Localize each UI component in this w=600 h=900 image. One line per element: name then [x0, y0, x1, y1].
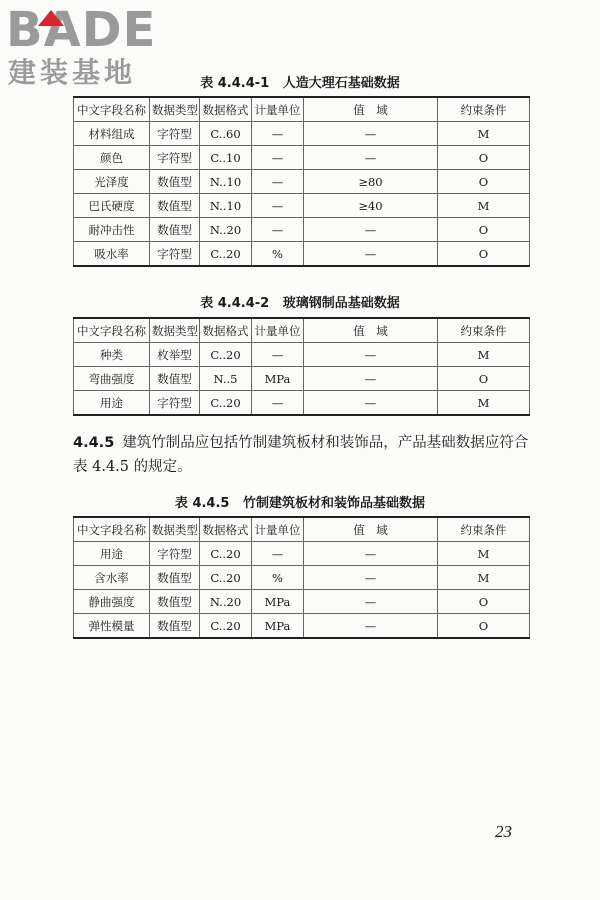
- column-header: 计量单位: [252, 318, 304, 343]
- table-cell: 材料组成: [74, 122, 150, 146]
- table-cell: %: [252, 242, 304, 267]
- page-number: 23: [495, 822, 512, 841]
- table-cell: 吸水率: [74, 242, 150, 267]
- table-cell: MPa: [252, 590, 304, 614]
- table-cell: 光泽度: [74, 170, 150, 194]
- table-cell: —: [252, 218, 304, 242]
- table-cell: O: [438, 590, 530, 614]
- table-caption: [0, 72, 600, 91]
- table-cell: 数值型: [150, 194, 200, 218]
- clause-4-4-5: [73, 431, 533, 479]
- table-cell: —: [304, 542, 438, 566]
- column-header: 数据格式: [200, 318, 252, 343]
- table-cell: —: [304, 122, 438, 146]
- table-row: [74, 170, 530, 194]
- table-cell: MPa: [252, 614, 304, 639]
- column-header: 值 域: [304, 517, 438, 542]
- table-cell: 用途: [74, 391, 150, 416]
- table-cell: —: [304, 146, 438, 170]
- table-cell: —: [304, 614, 438, 639]
- table-cell: N..20: [200, 590, 252, 614]
- table-cell: O: [438, 170, 530, 194]
- table-cell: 静曲强度: [74, 590, 150, 614]
- table-row: [74, 614, 530, 639]
- table-row: [74, 367, 530, 391]
- table-cell: 数值型: [150, 218, 200, 242]
- table-cell: 含水率: [74, 566, 150, 590]
- table-cell: O: [438, 146, 530, 170]
- logo-wordmark: BADE: [6, 2, 157, 58]
- table-row: [74, 590, 530, 614]
- table-cell: O: [438, 367, 530, 391]
- table-cell: ≥40: [304, 194, 438, 218]
- table-cell: —: [304, 367, 438, 391]
- table-cell: —: [304, 391, 438, 416]
- table-row: [74, 122, 530, 146]
- table-cell: —: [252, 122, 304, 146]
- table-caption-number: 表 4.4.4-1: [200, 76, 270, 91]
- table-cell: 字符型: [150, 542, 200, 566]
- table-cell: 种类: [74, 343, 150, 367]
- table-cell: 数值型: [150, 170, 200, 194]
- table-cell: —: [252, 194, 304, 218]
- table-cell: C..20: [200, 542, 252, 566]
- clause-text: 建筑竹制品应包括竹制建筑板材和装饰品，产品基础数据应符合表 4.4.5 的规定。: [73, 435, 529, 475]
- table-cell: N..5: [200, 367, 252, 391]
- column-header: 计量单位: [252, 97, 304, 122]
- table-cell: ≥80: [304, 170, 438, 194]
- table-cell: 颜色: [74, 146, 150, 170]
- table-cell: M: [438, 194, 530, 218]
- table-cell: M: [438, 122, 530, 146]
- column-header: 数据类型: [150, 318, 200, 343]
- table-cell: 耐冲击性: [74, 218, 150, 242]
- table-cell: 数值型: [150, 590, 200, 614]
- table-cell: C..60: [200, 122, 252, 146]
- table-caption-title: 玻璃钢制品基础数据: [282, 296, 400, 311]
- table-caption: [0, 292, 600, 311]
- table-row: [74, 242, 530, 267]
- table-cell: —: [304, 566, 438, 590]
- table-cell: 数值型: [150, 566, 200, 590]
- table-cell: O: [438, 218, 530, 242]
- table-cell: N..20: [200, 218, 252, 242]
- table-cell: O: [438, 242, 530, 267]
- table-cell: 巴氏硬度: [74, 194, 150, 218]
- table-cell: %: [252, 566, 304, 590]
- table-cell: C..20: [200, 391, 252, 416]
- table-cell: C..20: [200, 242, 252, 267]
- table-cell: M: [438, 566, 530, 590]
- table-cell: M: [438, 391, 530, 416]
- column-header: 计量单位: [252, 517, 304, 542]
- table-cell: —: [252, 170, 304, 194]
- table-cell: N..10: [200, 194, 252, 218]
- clause-number: 4.4.5: [73, 435, 115, 451]
- table-cell: 用途: [74, 542, 150, 566]
- table-header-row: [74, 97, 530, 122]
- column-header: 数据格式: [200, 517, 252, 542]
- table-cell: —: [252, 391, 304, 416]
- table-cell: —: [252, 542, 304, 566]
- table-row: [74, 391, 530, 416]
- table-header-row: [74, 318, 530, 343]
- table-cell: M: [438, 542, 530, 566]
- table-cell: —: [304, 343, 438, 367]
- table-row: [74, 566, 530, 590]
- table-row: [74, 194, 530, 218]
- column-header: 约束条件: [438, 318, 530, 343]
- table-cell: C..20: [200, 343, 252, 367]
- table-cell: 弹性模量: [74, 614, 150, 639]
- table-cell: C..20: [200, 566, 252, 590]
- table-cell: 字符型: [150, 146, 200, 170]
- table-cell: 枚举型: [150, 343, 200, 367]
- table-row: [74, 218, 530, 242]
- table-cell: MPa: [252, 367, 304, 391]
- table-header-row: [74, 517, 530, 542]
- table-cell: M: [438, 343, 530, 367]
- table-caption: [0, 492, 600, 511]
- column-header: 中文字段名称: [74, 517, 150, 542]
- table-cell: —: [304, 590, 438, 614]
- table-cell: —: [252, 146, 304, 170]
- table-row: [74, 343, 530, 367]
- column-header: 中文字段名称: [74, 318, 150, 343]
- table-row: [74, 146, 530, 170]
- data-table-artificial-marble: [73, 96, 530, 267]
- table-caption-title: 人造大理石基础数据: [282, 76, 400, 91]
- data-table-bamboo-products: [73, 516, 530, 639]
- table-cell: C..10: [200, 146, 252, 170]
- table-cell: C..20: [200, 614, 252, 639]
- column-header: 约束条件: [438, 517, 530, 542]
- table-cell: —: [304, 242, 438, 267]
- table-cell: O: [438, 614, 530, 639]
- table-cell: 字符型: [150, 242, 200, 267]
- column-header: 值 域: [304, 97, 438, 122]
- table-cell: N..10: [200, 170, 252, 194]
- table-caption-number: 表 4.4.4-2: [200, 296, 270, 311]
- column-header: 中文字段名称: [74, 97, 150, 122]
- table-cell: 字符型: [150, 391, 200, 416]
- table-caption-title: 竹制建筑板材和装饰品基础数据: [243, 496, 426, 511]
- table-caption-number: 表 4.4.5: [174, 496, 230, 511]
- column-header: 数据格式: [200, 97, 252, 122]
- table-row: [74, 542, 530, 566]
- column-header: 数据类型: [150, 97, 200, 122]
- column-header: 约束条件: [438, 97, 530, 122]
- column-header: 数据类型: [150, 517, 200, 542]
- table-cell: 弯曲强度: [74, 367, 150, 391]
- table-cell: 数值型: [150, 367, 200, 391]
- table-cell: —: [304, 218, 438, 242]
- data-table-frp-products: [73, 317, 530, 416]
- table-cell: 字符型: [150, 122, 200, 146]
- logo-accent-triangle: [38, 10, 64, 26]
- logo-subtitle: 建装基地: [8, 56, 137, 89]
- column-header: 值 域: [304, 318, 438, 343]
- table-cell: 数值型: [150, 614, 200, 639]
- table-cell: —: [252, 343, 304, 367]
